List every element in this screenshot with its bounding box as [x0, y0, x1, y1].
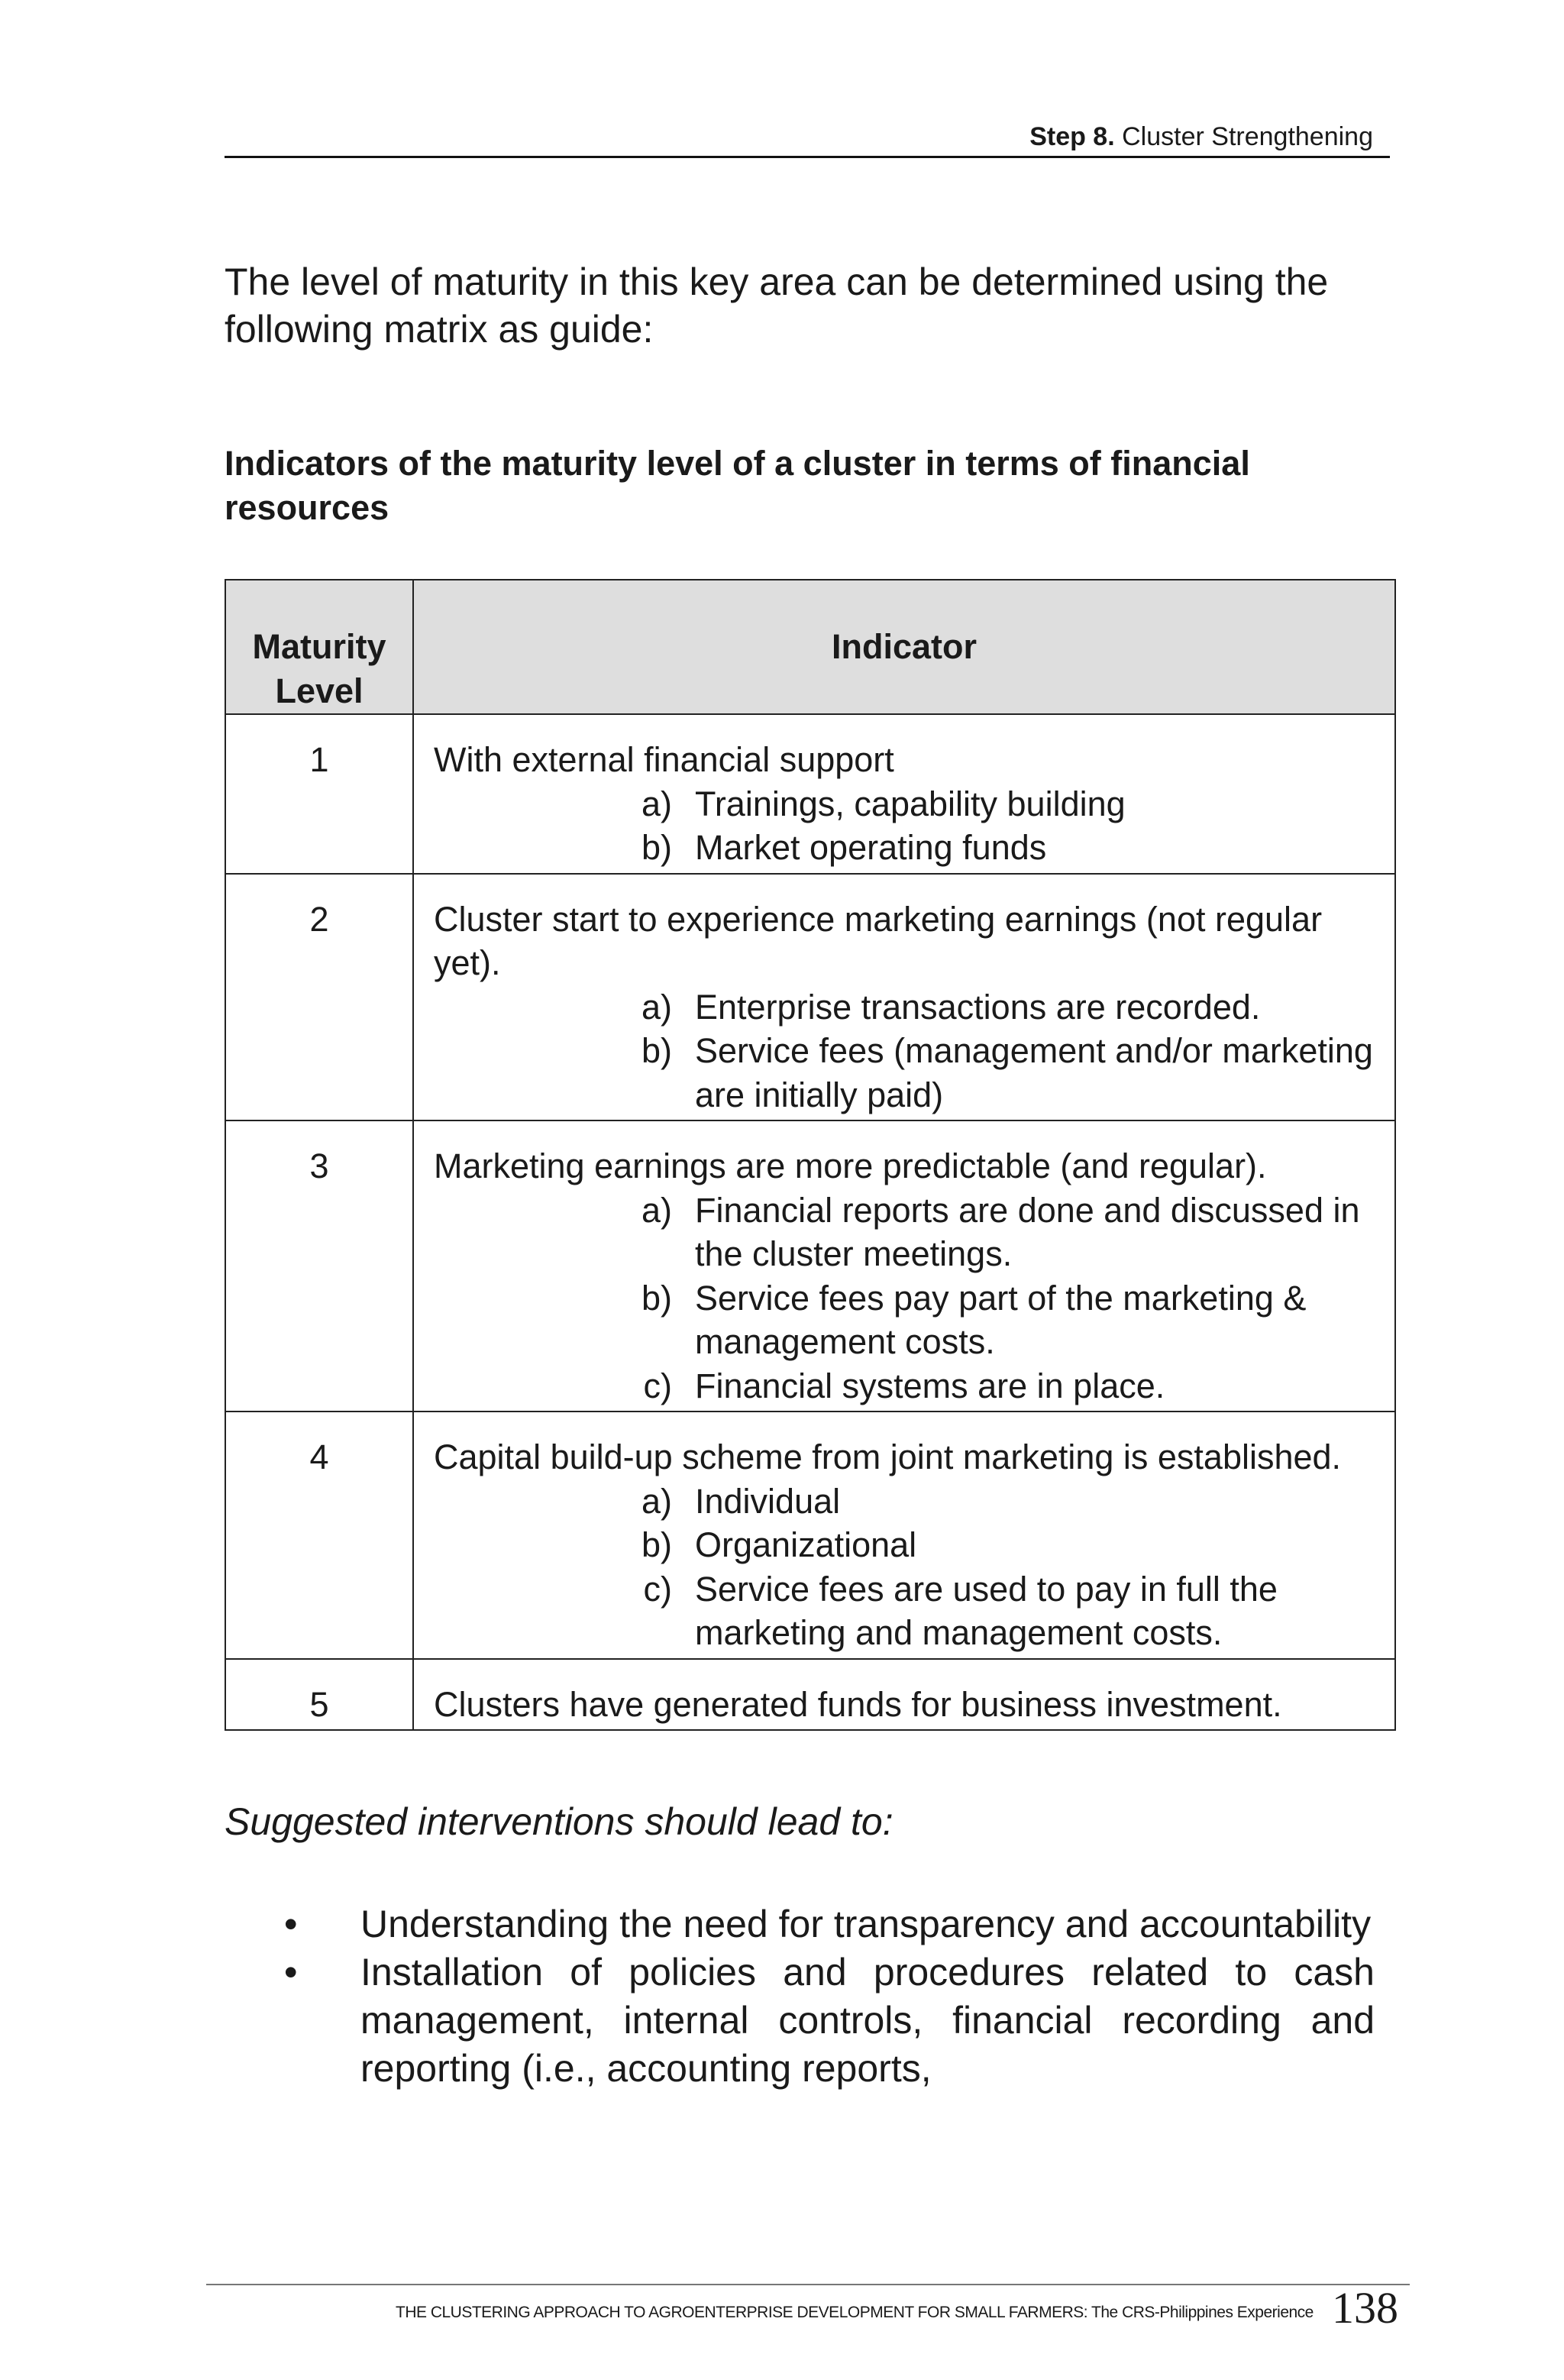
sub-indicator-text: Organizational	[695, 1525, 917, 1564]
table-caption: Indicators of the maturity level of a cluster in terms of financial resources	[225, 444, 1250, 527]
header-indicator: Indicator	[413, 580, 1395, 714]
header-section-title: Cluster Strengthening	[1122, 122, 1373, 151]
sub-indicator-marker: b)	[641, 1525, 672, 1564]
maturity-level-cell: 3	[225, 1120, 413, 1412]
sub-indicator	[623, 1364, 1388, 1408]
sub-indicator	[623, 782, 1388, 826]
table-row	[225, 1659, 1395, 1731]
sub-indicator-text: Trainings, capability building	[695, 784, 1126, 823]
list-item	[284, 1948, 1375, 2093]
table-row	[225, 1412, 1395, 1659]
interventions-list	[284, 1900, 1375, 2093]
sub-indicator	[623, 826, 1388, 870]
bullet-icon: •	[284, 1903, 298, 1945]
sub-indicator-text: Individual	[695, 1481, 841, 1521]
sub-indicator-marker: b)	[641, 828, 672, 867]
sub-indicator-text: Enterprise transactions are recorded.	[695, 987, 1261, 1027]
table-header-row	[225, 580, 1395, 714]
header-step-label: Step 8.	[1029, 122, 1115, 151]
bullet-text: Installation of policies and procedures related to cash management, internal controls, financial recording and reporting (i.e., accounting reports,	[360, 1951, 1375, 2090]
list-item	[284, 1900, 1375, 1948]
suggested-interventions-heading: Suggested interventions should lead to:	[225, 1800, 893, 1843]
sub-indicator-text: Service fees (management and/or marketing are initially paid)	[695, 1031, 1373, 1114]
sub-indicator-text: Financial reports are done and discussed in the cluster meetings.	[695, 1190, 1360, 1273]
footer-rule	[206, 2284, 1410, 2285]
indicator-text: Clusters have generated funds for business investment.	[434, 1684, 1282, 1724]
table-row	[225, 874, 1395, 1121]
sub-indicator-marker: a)	[641, 784, 672, 823]
indicator-cell	[413, 714, 1395, 874]
sub-indicator-text: Service fees pay part of the marketing & management costs.	[695, 1278, 1307, 1361]
indicator-text: With external financial support	[434, 740, 894, 779]
indicator-text: Cluster start to experience marketing earnings (not regular yet).	[434, 899, 1323, 982]
indicator-text: Marketing earnings are more predictable (and regular).	[434, 1146, 1267, 1185]
sub-indicator-marker: a)	[641, 1481, 672, 1521]
running-header	[1029, 122, 1373, 152]
sub-indicator	[623, 1029, 1388, 1117]
sub-indicator-marker: b)	[641, 1278, 672, 1318]
intro-paragraph: The level of maturity in this key area can be determined using the following matrix as guide:	[225, 260, 1329, 351]
maturity-level-cell: 4	[225, 1412, 413, 1659]
bullet-icon: •	[284, 1951, 298, 1994]
sub-indicator-text: Service fees are used to pay in full the marketing and management costs.	[695, 1569, 1278, 1652]
page-header	[225, 119, 1390, 158]
sub-indicator-text: Financial systems are in place.	[695, 1366, 1165, 1405]
sub-indicator	[623, 1276, 1388, 1364]
sub-indicator-text: Market operating funds	[695, 828, 1047, 867]
indicator-cell	[413, 1659, 1395, 1731]
sub-indicator	[623, 1479, 1388, 1524]
indicator-text: Capital build-up scheme from joint marketing is established.	[434, 1437, 1342, 1476]
sub-indicator-marker: c)	[643, 1366, 672, 1405]
table-row	[225, 1120, 1395, 1412]
header-maturity-level: Maturity Level	[225, 580, 413, 714]
sub-indicator-marker: c)	[643, 1569, 672, 1609]
sub-indicator-marker: a)	[641, 1190, 672, 1230]
indicator-cell	[413, 1412, 1395, 1659]
footer-book-title: THE CLUSTERING APPROACH TO AGROENTERPRISE DEVELOPMENT FOR SMALL FARMERS: The CRS-Philippines Experience	[396, 2304, 1314, 2321]
maturity-level-cell: 1	[225, 714, 413, 874]
maturity-level-cell: 5	[225, 1659, 413, 1731]
sub-indicator-marker: a)	[641, 987, 672, 1027]
indicator-cell	[413, 1120, 1395, 1412]
table-row	[225, 714, 1395, 874]
sub-indicator	[623, 985, 1388, 1030]
maturity-level-cell: 2	[225, 874, 413, 1121]
page-number: 138	[1332, 2283, 1398, 2333]
sub-indicator	[623, 1567, 1388, 1655]
sub-indicator	[623, 1523, 1388, 1567]
sub-indicator-marker: b)	[641, 1031, 672, 1070]
maturity-matrix-table	[225, 579, 1396, 1731]
indicator-cell	[413, 874, 1395, 1121]
bullet-text: Understanding the need for transparency and accountability	[360, 1903, 1372, 1945]
sub-indicator	[623, 1188, 1388, 1276]
